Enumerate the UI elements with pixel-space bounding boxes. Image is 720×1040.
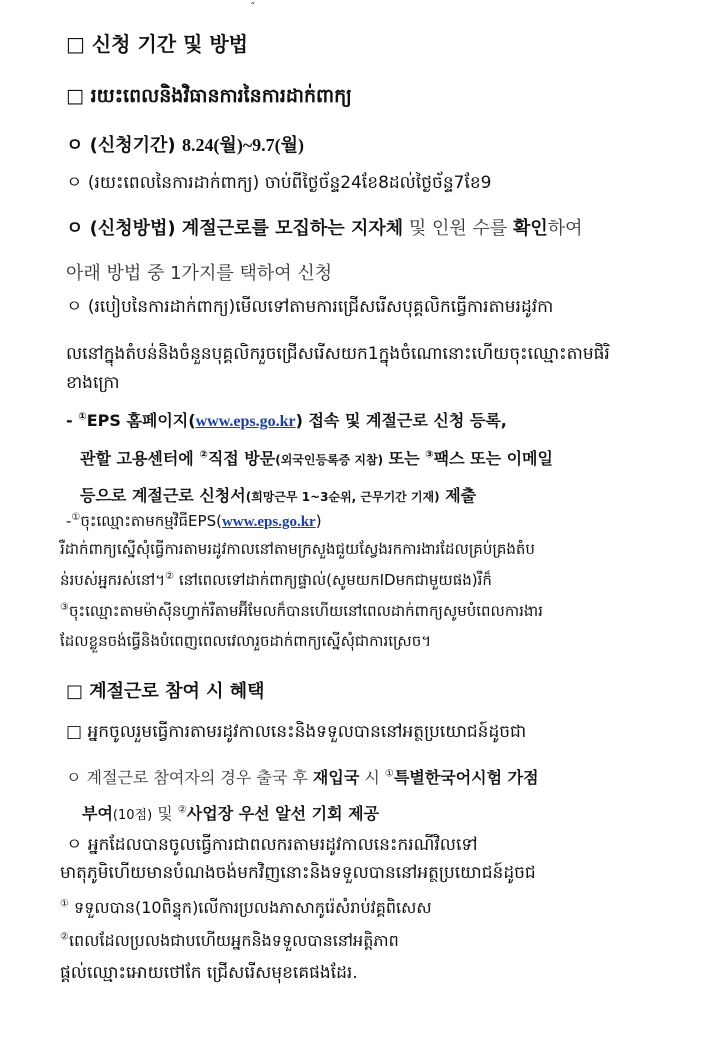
benefit-km-5: ផ្តល់ឈ្មោះអោយថៅកែ ជ្រើសរើសមុខគេផងដែរ.: [60, 963, 358, 983]
benefit-ko-1: ㅇ 계절근로 참여자의 경우 출국 후 재입국 시 ①특별한국어시험 가점: [66, 768, 539, 787]
method-eps-km: -①ចុះឈ្មោះតាមកម្មវិធីEPS(www.eps.go.kr): [66, 512, 322, 530]
benefit-ko-2: 부여(10점) 및 ②사업장 우선 알선 기회 제공: [82, 804, 380, 823]
benefit-km-1: ㅇ អ្នកដែលបានចូលធ្វើការជាពលករតាមរដូវកាលនេះករណីវិលទៅ: [66, 835, 478, 855]
method-km-2: រឺដាក់ពាក្យស្នើសុំធ្វើការតាមរដូវកាលនៅតាមក្រសួងជួយស្វែងរកការងារដែលគ្រប់គ្រងតំប: [60, 540, 535, 558]
method-km-5: ដែលខ្លួនចង់ធ្វើនិងបំពេញពេលវេលារួចដាក់ពាក្យស្នើសុំជាការស្រេច។: [60, 632, 432, 650]
apply-method-km-1: ㅇ (របៀបនៃការដាក់ពាក្យ)មើលទៅតាមការជ្រើសរើសបុគ្គលិកធ្វើការតាមរដូវកា: [66, 297, 554, 317]
benefit-heading-km: □ អ្នកចូលរួមធ្វើការតាមរដូវកាលនេះនិងទទួលបាននៅអត្ថប្រយោជន៍ដូចជា: [66, 722, 527, 742]
eps-link[interactable]: www.eps.go.kr: [195, 413, 296, 430]
method-visit-ko: 관할 고용센터에 ②직접 방문(외국인등록증 지참) 또는 ③팩스 또는 이메일: [80, 449, 553, 468]
section-heading-period-ko: □ 신청 기간 및 방법: [66, 32, 248, 56]
apply-method-ko: ㅇ (신청방법) 계절근로를 모집하는 지자체 및 인원 수를 확인하여: [66, 218, 583, 239]
apply-period-ko: ㅇ (신청기간) 8.24(월)~9.7(월): [66, 135, 305, 156]
benefit-km-4: ②ពេលដែលប្រលងជាបហើយអ្នកនិងទទួលបាននៅអត្តិភាព: [60, 931, 399, 950]
apply-method-km-2: លនៅក្នុងតំបន់និងចំនួនបុគ្គលិករួចជ្រើសរើសយក1ក្នុងចំណោនោះហើយចុះឈ្មោះតាមផិរិ: [66, 344, 610, 364]
top-mark: ˝: [250, 2, 255, 13]
eps-link-km[interactable]: www.eps.go.kr: [221, 514, 316, 530]
apply-period-km: ㅇ (រយះពេលនៃការដាក់ពាក្យ) ចាប់ពីថ្ងៃច័ន្ទ24ខែ8ដល់ថ្ងៃច័ន្ទ7ខែ9: [66, 173, 492, 193]
method-km-4: ③ចុះឈ្មោះតាមម៉ាស៊ីនហ្វាក់រឺតាមអ៊ីមែលក៏បានហើយនៅពេលដាក់ពាក្យសូមបំពេលការងារ: [60, 602, 543, 620]
apply-method-choose: 아래 방법 중 1가지를 택하여 신청: [66, 263, 333, 284]
method-eps-ko: - ①EPS 홈페이지(www.eps.go.kr) 접속 및 계절근로 신청 등록,: [66, 411, 507, 430]
benefit-km-3: ① ទទួលបាន(10ពិន្ទុក)លើការប្រលងភាសាកូរ៉េសំរាប់វគ្គពិសេស: [60, 898, 432, 917]
section-heading-period-km: □ រយះពេលនិងវិធានការនៃការដាក់ពាក្យ: [66, 85, 352, 107]
benefit-km-2: មាតុភូមិហើយមានបំណងចង់មកវិញនោះនិងទទួលបាននៅអត្ថប្រយោជន៍ដូចជ: [60, 863, 536, 883]
apply-method-km-3: ខាងក្រោ: [66, 373, 120, 393]
method-submit-ko: 등으로 계절근로 신청서(희망근무 1~3순위, 근무기간 기재) 제출: [80, 486, 477, 505]
method-km-3: ន់របស់អ្នករស់នៅ។② នៅពេលទៅដាក់ពាក្យផ្ទាល់(សូមយកIDមកជាមួយផង)រឺក៏: [60, 571, 492, 589]
section-heading-benefit-ko: □ 계절근로 참여 시 혜택: [66, 681, 265, 702]
